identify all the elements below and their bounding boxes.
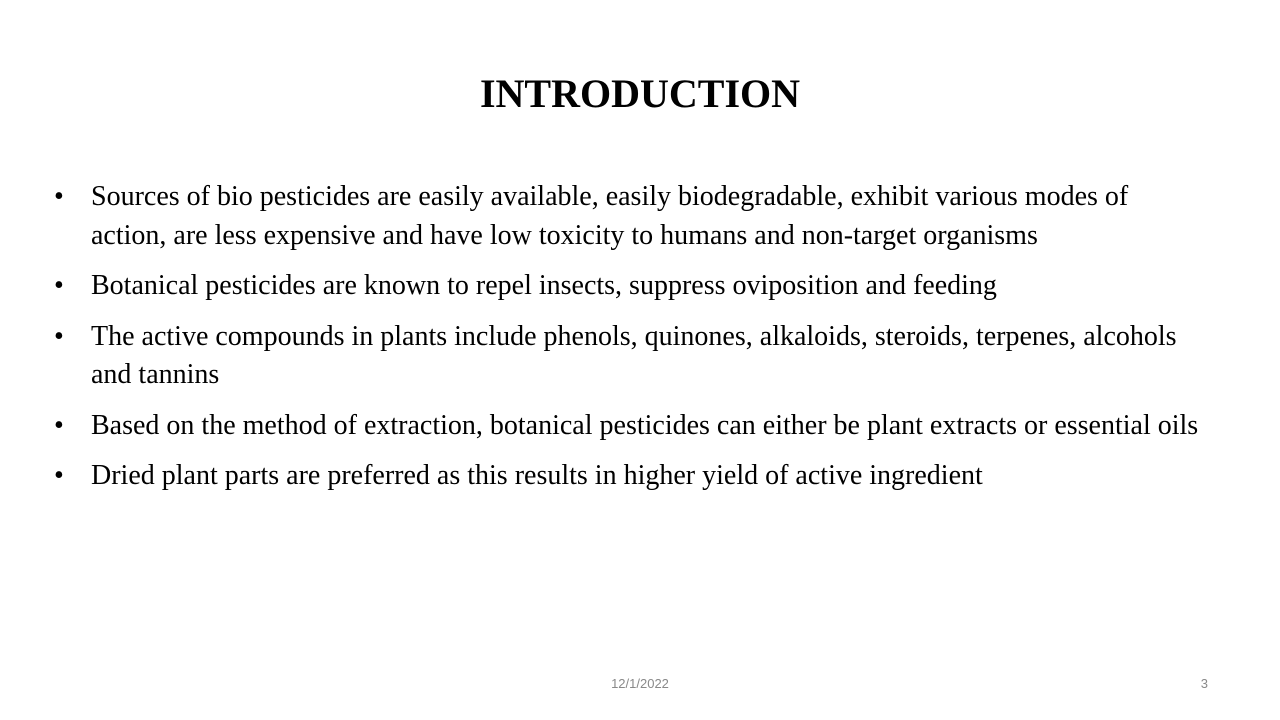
bullet-text: Dried plant parts are preferred as this results in higher yield of active ingredient <box>91 460 983 491</box>
bullet-text: Sources of bio pesticides are easily available, easily biodegradable, exhibit various modes of action, are less expensive and have low toxicity to humans and non-target organisms <box>91 181 1129 251</box>
slide-title: INTRODUCTION <box>479 71 801 116</box>
bullet-dot: • <box>54 270 64 301</box>
bullet-item <box>54 407 1204 446</box>
page-number: 3 <box>1200 676 1208 691</box>
bullet-item <box>54 178 1204 255</box>
bullet-dot: • <box>54 409 64 441</box>
bullet-item <box>54 318 1204 395</box>
bullet-text: Based on the method of extraction, botanical pesticides can either be plant extracts or essential oils <box>91 409 1199 441</box>
bullet-text: The active compounds in plants include phenols, quinones, alkaloids, steroids, terpenes, alcohols and tannins <box>91 320 1177 390</box>
bullet-item <box>54 457 1204 496</box>
bullet-dot: • <box>54 181 64 212</box>
footer-date: 12/1/2022 <box>611 676 669 691</box>
bullet-text: Botanical pesticides are known to repel insects, suppress oviposition and feeding <box>91 270 997 301</box>
bullet-dot: • <box>54 460 64 491</box>
bullet-item <box>54 267 1204 306</box>
bullet-list <box>54 178 1204 508</box>
bullet-dot: • <box>54 320 64 352</box>
